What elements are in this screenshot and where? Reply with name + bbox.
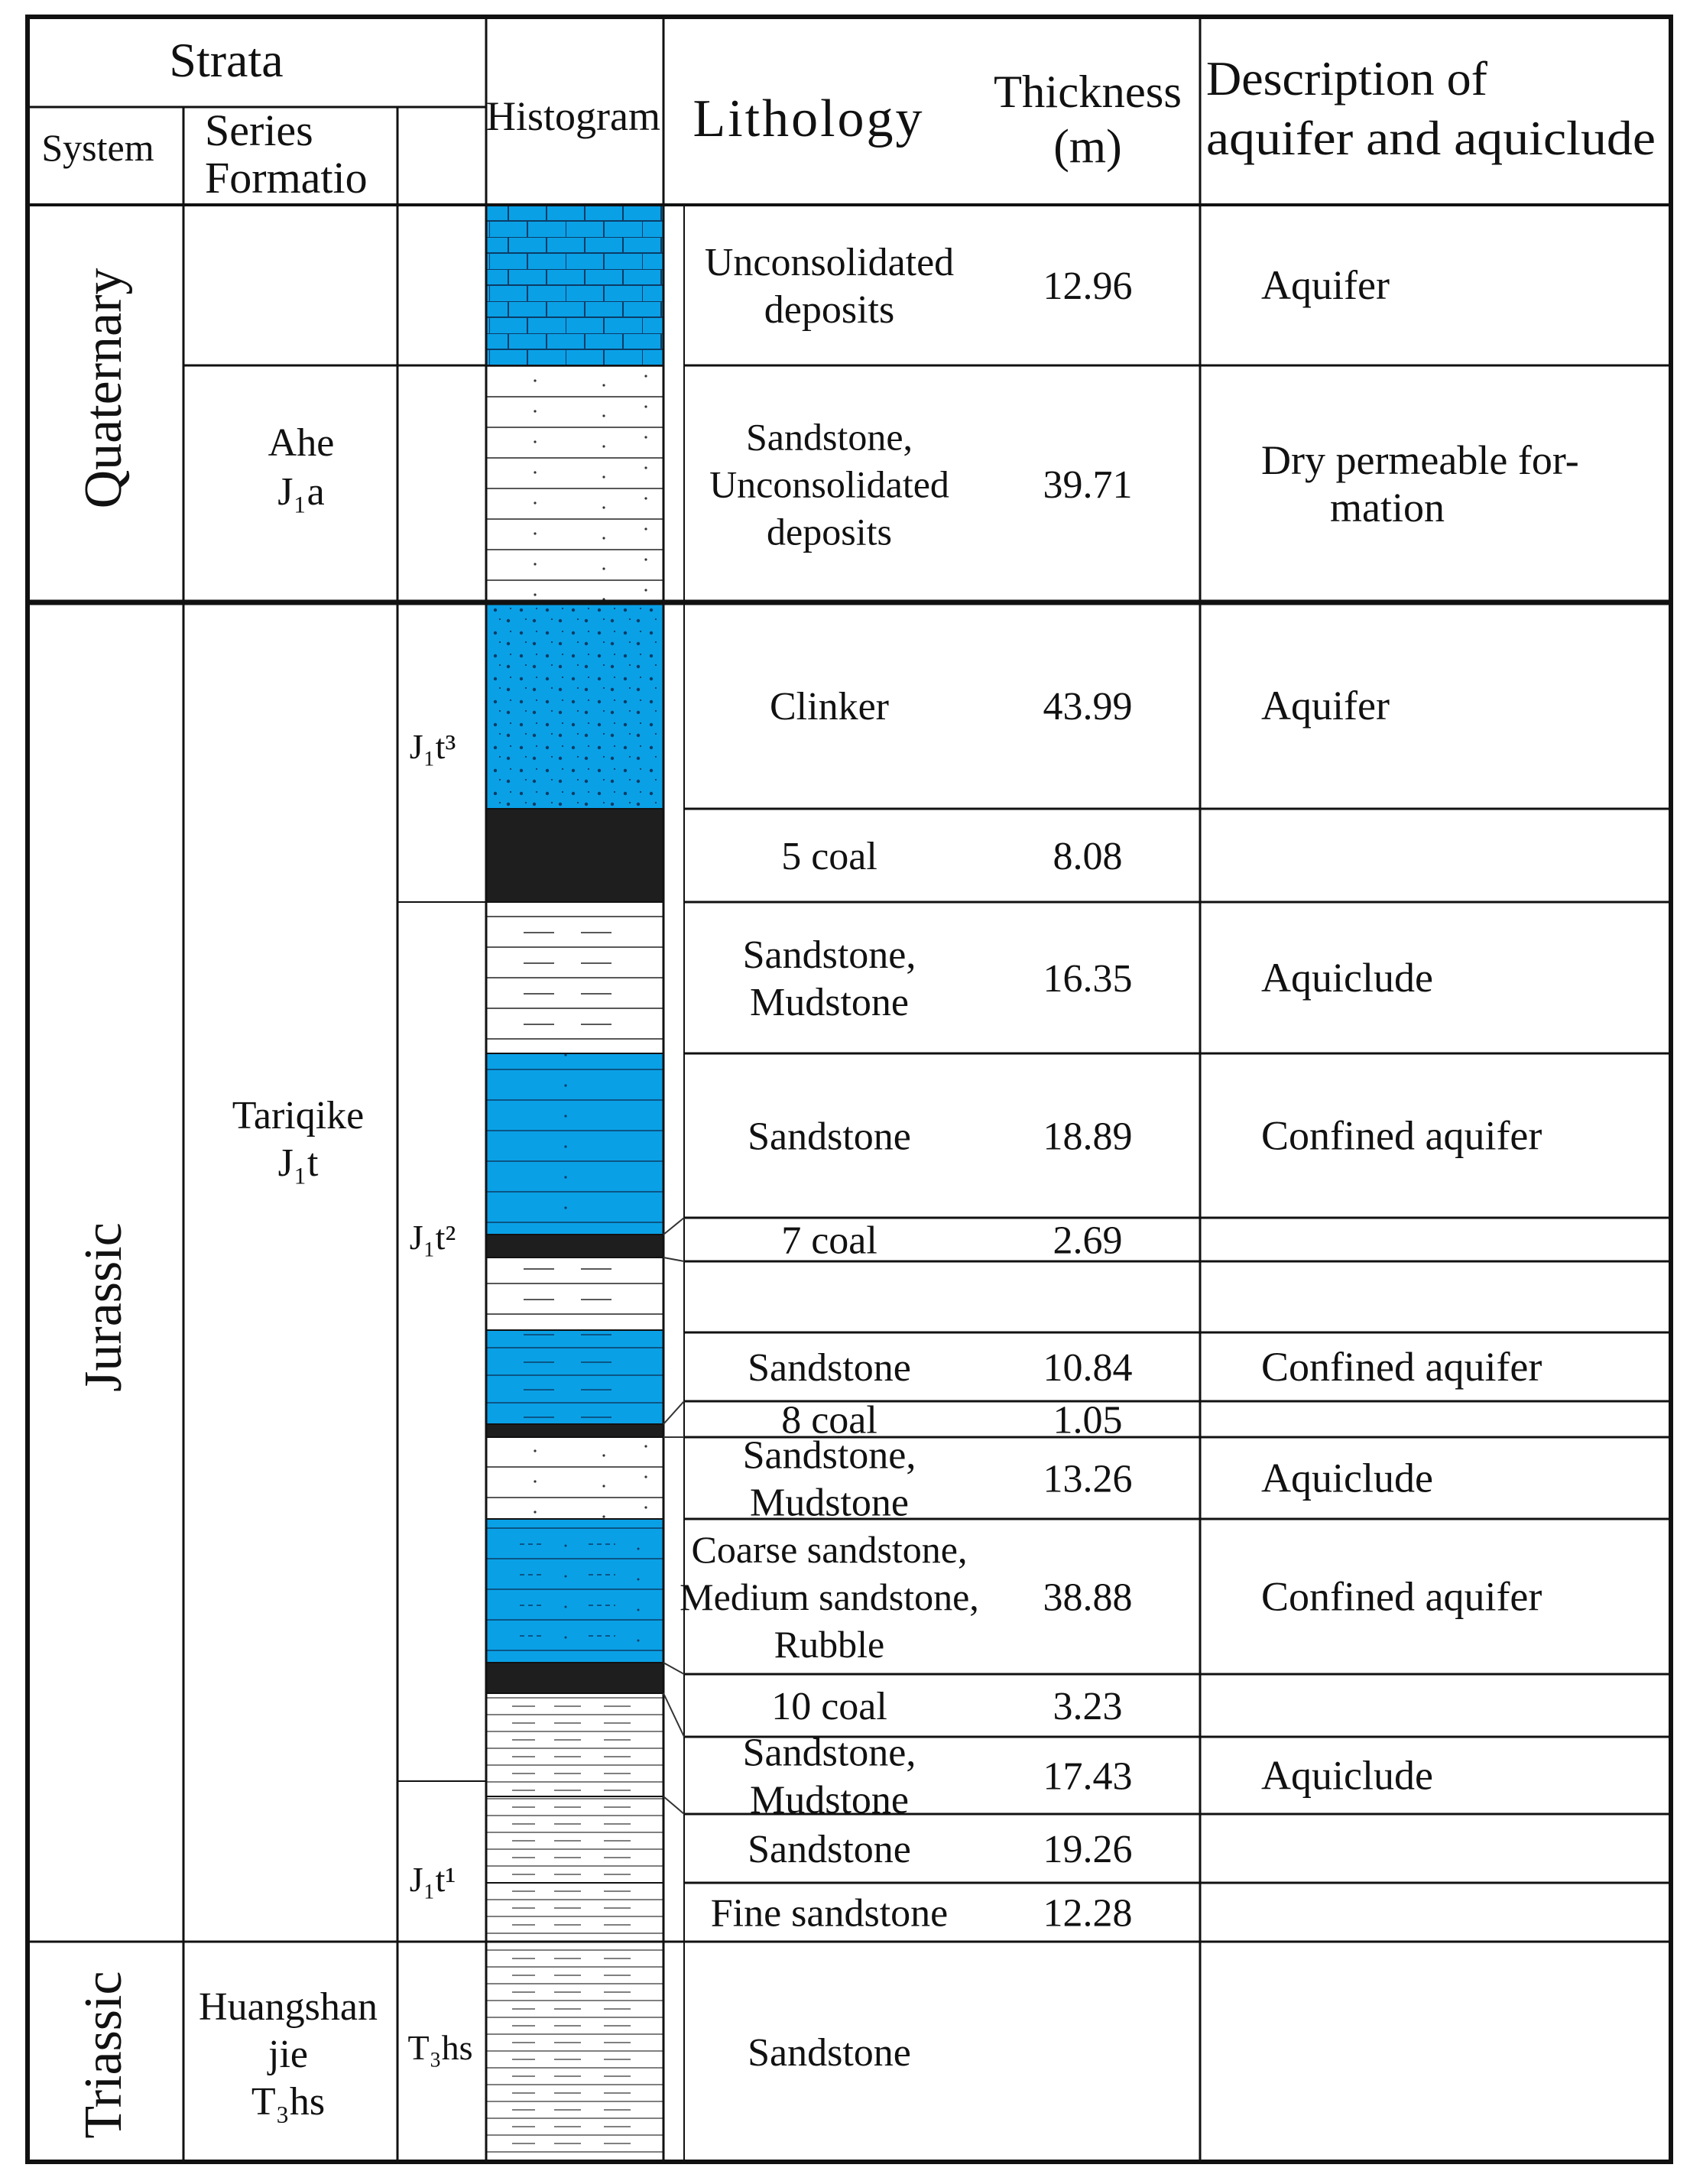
lithology-text-3-0: 5 coal: [781, 835, 877, 879]
formation-j1t3-label: J₁t³: [409, 727, 456, 766]
histogram-layer-14: [486, 1796, 663, 1883]
formation-t3hs-label: T₃hs: [407, 2028, 473, 2067]
lithology-text-13-1: Mudstone: [750, 1778, 909, 1822]
header-series-line1: Series: [205, 105, 313, 155]
description-text-1-1: mation: [1330, 485, 1445, 531]
header-series-line2: Formatio: [205, 153, 368, 203]
connector-2: [663, 1401, 684, 1424]
thickness-value-0: 12.96: [1043, 264, 1133, 308]
histogram-layer-6: [486, 1235, 663, 1258]
histogram-layer-13: [486, 1693, 663, 1796]
series-ahe-line2: J₁a: [277, 470, 325, 514]
lithology-text-11-1: Medium sandstone,: [680, 1576, 979, 1618]
description-text-0-0: Aquifer: [1261, 262, 1390, 308]
thickness-value-1: 39.71: [1043, 463, 1133, 507]
header-histogram: Histogram: [486, 93, 660, 139]
lithology-text-14-0: Sandstone: [748, 1828, 911, 1872]
histogram-layer-5: [486, 1053, 663, 1235]
thickness-value-4: 16.35: [1043, 957, 1133, 1001]
thickness-value-10: 13.26: [1043, 1457, 1133, 1501]
description-text-1-0: Dry permeable for-: [1261, 437, 1579, 483]
connector-0: [663, 1218, 684, 1235]
lithology-text-8-0: Sandstone: [748, 1346, 911, 1391]
lithology-text-0-1: deposits: [764, 288, 895, 333]
lithology-text-10-1: Mudstone: [750, 1481, 909, 1525]
thickness-value-2: 43.99: [1043, 685, 1133, 729]
histogram-layer-9: [486, 1424, 663, 1437]
lithology-text-11-2: Rubble: [774, 1623, 885, 1666]
thickness-value-14: 19.26: [1043, 1828, 1133, 1871]
layer-connectors: [663, 1218, 684, 1814]
header-thickness-line2: (m): [1053, 121, 1122, 173]
connector-4: [663, 1663, 684, 1674]
lithology-text-0-0: Unconsolidated: [704, 241, 955, 285]
formation-j1t2-label: J₁t²: [409, 1218, 456, 1257]
series-huangshan-line2: jie: [268, 2033, 308, 2076]
thickness-value-13: 17.43: [1043, 1754, 1133, 1799]
thickness-value-12: 3.23: [1053, 1685, 1123, 1728]
histogram-layer-11: [486, 1519, 663, 1663]
thickness-value-8: 10.84: [1043, 1346, 1133, 1390]
histogram-layer-3: [486, 809, 663, 902]
description-text-13-0: Aquiclude: [1261, 1752, 1433, 1799]
series-ahe-line1: Ahe: [268, 421, 335, 465]
thickness-value-15: 12.28: [1043, 1891, 1133, 1936]
description-text-4-0: Aquiclude: [1261, 955, 1433, 1001]
system-triassic-label: Triassic: [74, 1971, 133, 2139]
lithology-text-9-0: 8 coal: [781, 1398, 877, 1442]
header-strata: Strata: [169, 33, 284, 87]
thickness-value-3: 8.08: [1053, 835, 1123, 878]
lithology-text-4-1: Mudstone: [750, 981, 909, 1025]
histogram-layer-2: [486, 602, 663, 809]
layer-rows: [680, 241, 1579, 2075]
system-column: [74, 268, 133, 2139]
lithology-text-4-0: Sandstone,: [742, 933, 916, 978]
lithology-text-1-1: Unconsolidated: [709, 462, 949, 506]
connector-1: [663, 1258, 684, 1261]
header-description-line1: Description of: [1206, 51, 1487, 105]
lithology-text-12-0: 10 coal: [771, 1685, 887, 1729]
series-huangshan-line1: Huangshan: [199, 1985, 378, 2029]
description-text-2-0: Aquifer: [1261, 683, 1390, 729]
lithology-text-5-0: Sandstone: [748, 1115, 911, 1159]
description-text-8-0: Confined aquifer: [1261, 1344, 1542, 1390]
lithology-text-11-0: Coarse sandstone,: [691, 1528, 968, 1571]
histogram-layer-1: [486, 365, 663, 602]
histogram-layer-0: [486, 205, 663, 365]
header-system: System: [41, 126, 154, 169]
series-column: [199, 421, 378, 2124]
series-huangshan-line3: T₃hs: [251, 2080, 326, 2124]
lithology-text-6-0: 7 coal: [781, 1219, 877, 1263]
thickness-value-11: 38.88: [1043, 1576, 1133, 1620]
connector-6: [663, 1796, 684, 1814]
lithology-text-2-0: Clinker: [770, 685, 889, 729]
description-text-10-0: Aquiclude: [1261, 1455, 1433, 1501]
histogram-layer-8: [486, 1330, 663, 1424]
histogram-layer-4: [486, 902, 663, 1053]
description-text-11-0: Confined aquifer: [1261, 1573, 1542, 1620]
histogram-column: [486, 205, 663, 2162]
formation-j1t1-label: J₁t¹: [409, 1860, 456, 1899]
thickness-value-6: 2.69: [1053, 1219, 1123, 1263]
lithology-text-1-0: Sandstone,: [745, 415, 913, 459]
series-tariqike-line1: Tariqike: [232, 1094, 365, 1137]
lithology-text-1-2: deposits: [767, 510, 892, 553]
table-header: [41, 33, 1656, 203]
lithology-text-15-0: Fine sandstone: [710, 1891, 949, 1936]
histogram-layer-16: [486, 1942, 663, 2162]
system-quaternary-label: Quaternary: [74, 268, 133, 509]
histogram-layer-15: [486, 1883, 663, 1942]
connector-5: [663, 1693, 684, 1737]
series-tariqike-line2: J₁t: [277, 1141, 319, 1185]
lithology-text-13-0: Sandstone,: [742, 1731, 916, 1775]
histogram-layer-10: [486, 1437, 663, 1519]
histogram-layer-12: [486, 1663, 663, 1693]
formation-column: [407, 727, 472, 2067]
lithology-text-16-0: Sandstone: [748, 2031, 911, 2075]
system-jurassic-label: Jurassic: [74, 1222, 133, 1392]
histogram-layer-7: [486, 1258, 663, 1330]
thickness-value-5: 18.89: [1043, 1115, 1133, 1159]
header-thickness-line1: Thickness: [994, 67, 1182, 117]
header-description-line2: aquifer and aquiclude: [1206, 111, 1656, 165]
header-lithology: Lithology: [693, 89, 925, 148]
description-text-5-0: Confined aquifer: [1261, 1112, 1542, 1159]
thickness-value-9: 1.05: [1053, 1398, 1123, 1442]
lithology-text-10-0: Sandstone,: [742, 1433, 916, 1478]
